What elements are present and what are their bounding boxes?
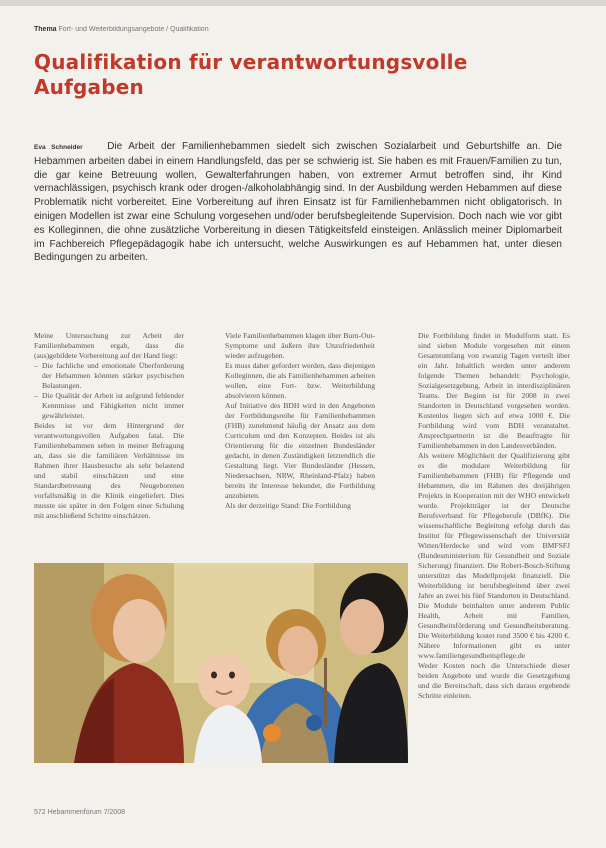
col1-intro: Meine Untersuchung zur Arbeit der Familienhebammen ergab, dass die (aus)gebildete Vorbereitung auf der Hand liegt: [34,331,184,360]
article-lead [34,140,562,265]
col1-bullet-list [34,361,184,421]
col2-paragraph: Als der derzeitige Stand: Die Fortbildung [225,501,351,510]
col1-bullet: – Die fachliche und emotionale Überforderung der Hebammen könnten stärker psychischen Belastungen. [42,361,184,391]
article-headline: Qualifikation für verantwortungsvolle Aufgaben [34,50,468,99]
top-strip [0,0,606,6]
col1-outro: Beides ist vor dem Hintergrund der verantwortungsvollen Aufgaben fatal. Die Familienhebammen sehen in meiner Befragung an, dass sie die familiären Verhältnisse im Rahmen ihrer Hausbesuche als sehr belastend und stabil einschätzen und eine Standardbetreuung des Neugeborenen vorfallsmäßig in die Klinik eingeliefert. Dies musste sie später in den Folgen einer Schulung mit anschließend Schritte einschätzen. [34,421,184,520]
article-photo [34,563,408,763]
col3-paragraph: Weder Kosten noch die Unterschiede dieser beiden Angebote und wurde die Gesetzgebung und die Bereitschaft, dass sich daraus ergebende Schritte einleiten. [418,661,570,700]
body-column-2 [225,331,375,511]
col3-paragraph: Die Fortbildung findet in Modulform statt. Es sind sieben Module vorgesehen mit einem Gesamtumfang von zwanzig Tagen verteilt über ein Jahr. Inhaltlich werden unter anderem folgende Themen behandelt: Psychologie, Sozialgesetzgebung, Arbeit in interdisziplinären Teams. Der Beginn ist für 2008 in zwei Standorten in Deutschland vorgesehen worden. Kostenlos liegen sich auf etwa 1000 €. Die Fortbildung wird vom BDH veranstaltet. Ansprechpartnerin ist die Beauftragte für Familienhebammen in den Landesverbänden. [418,331,570,450]
col1-bullet: – Die Qualität der Arbeit ist aufgrund fehlender Kenntnisse und Fähigkeiten nicht immer gewährleistet. [42,391,184,421]
photo-illustration [34,563,408,763]
author-name: Eva Schneider [34,144,83,151]
section-rubric [34,26,394,33]
col2-paragraph: Es muss daher gefordert werden, dass diejenigen Kolleginnen, die als Familienhebammen arbeiten wollen, eine Fort- bzw. Weiterbildung absolvieren können. [225,361,375,400]
col3-paragraph: Als weitere Möglichkeit der Qualifizierung gibt es die modulare Weiterbildung für Familienhebammen (FHB) für Pflegende und Hebammen, die im Rahmen des dreijährigen Projekts in Kooperation mit der WHO entwickelt wurde. Projektträger ist der Deutsche Berufsverband für Pflegeberufe (DBfK). Die wissenschaftliche Begleitung erfolgt durch das Institut für Pflegewissenschaft der Universität Witten/Herdecke und wird vom BMFSFJ (Bundesministerium für Gesundheit und Soziale Sicherung) finanziert. Die Robert-Bosch-Stiftung unterstützt das Modellprojekt finanziell. Die Weiterbildung ist berufsbegleitend über zwei Jahre an zwei bis fünf Standorten in Deutschland. Die Module beinhalten unter anderem Public Health, Arbeit mit Familien, Gesundheitsförderung und Gesundheitsberatung. Die Weiterbildung kostet rund 3500 € bis 4200 €. Nähere Informationen gibt es unter www.familiengesundheitspflege.de [418,451,570,660]
body-column-1 [34,331,184,521]
lead-text: Die Arbeit der Familienhebammen siedelt sich zwischen Sozialarbeit und Geburtshilfe an. Die Hebammen arbeiten dabei in einem Handlungsfeld, das per se schwierig ist. Sie haben es mit Frauen/Familien zu tun, die gar keine Betreuung wollen, Gewalterfahrungen haben, von extremer Armut betroffen sind, ihr Kind vernachlässigen, psychisch krank oder drogen-/alkoholabhängig sind. In der Ausbildung werden Hebammen auf diese Problematik nicht vorbereitet. Eine Vorbereitung auf ihren Einsatz ist für Familienhebammen nicht obligatorisch. In einigen Modellen ist zwar eine Schulung vorgesehen und/oder berufsbegleitende Supervision. Doch nach wie vor gibt es Kolleginnen, die ohne zusätzliche Vorbereitung in diesen Tätigkeitsfeld einsteigen. Anlässlich meiner Diplomarbeit im Fachbereich Pflegepädagogik habe ich untersucht, welche Auswirkungen es auf Hebammen hat, unter diesen Bedingungen zu arbeiten. [34,141,563,264]
rubric-topic: Fort- und Weiterbildungsangebote / Qualifikation [58,26,209,33]
col2-paragraph: Viele Familienhebammen klagen über Burn-Out-Symptome und äußern ihre Unzufriedenheit wieder aufzugeben. [225,331,375,360]
col2-paragraph: Auf Initiative des BDH wird in den Angeboten der Fortbildungsreihe für Familienhebammen (FHB) zunehmend häufig der Ansatz aus dem Curriculum und den Konzepten. Beides ist als Orientierung für die einzelnen Bundesländer gedacht, in denen Zuständigkeit letztendlich die Gestaltung liegt. Vier Bundesländer (Hessen, Niedersachsen, NRW, Rheinland-Pfalz) haben bereits ihr Interesse bekundet, die Fortbildung anzubieten. [225,401,375,500]
body-column-3 [418,331,570,719]
page-folio: 572 Hebammenforum 7/2008 [34,809,126,816]
rubric-label: Thema [34,26,57,33]
